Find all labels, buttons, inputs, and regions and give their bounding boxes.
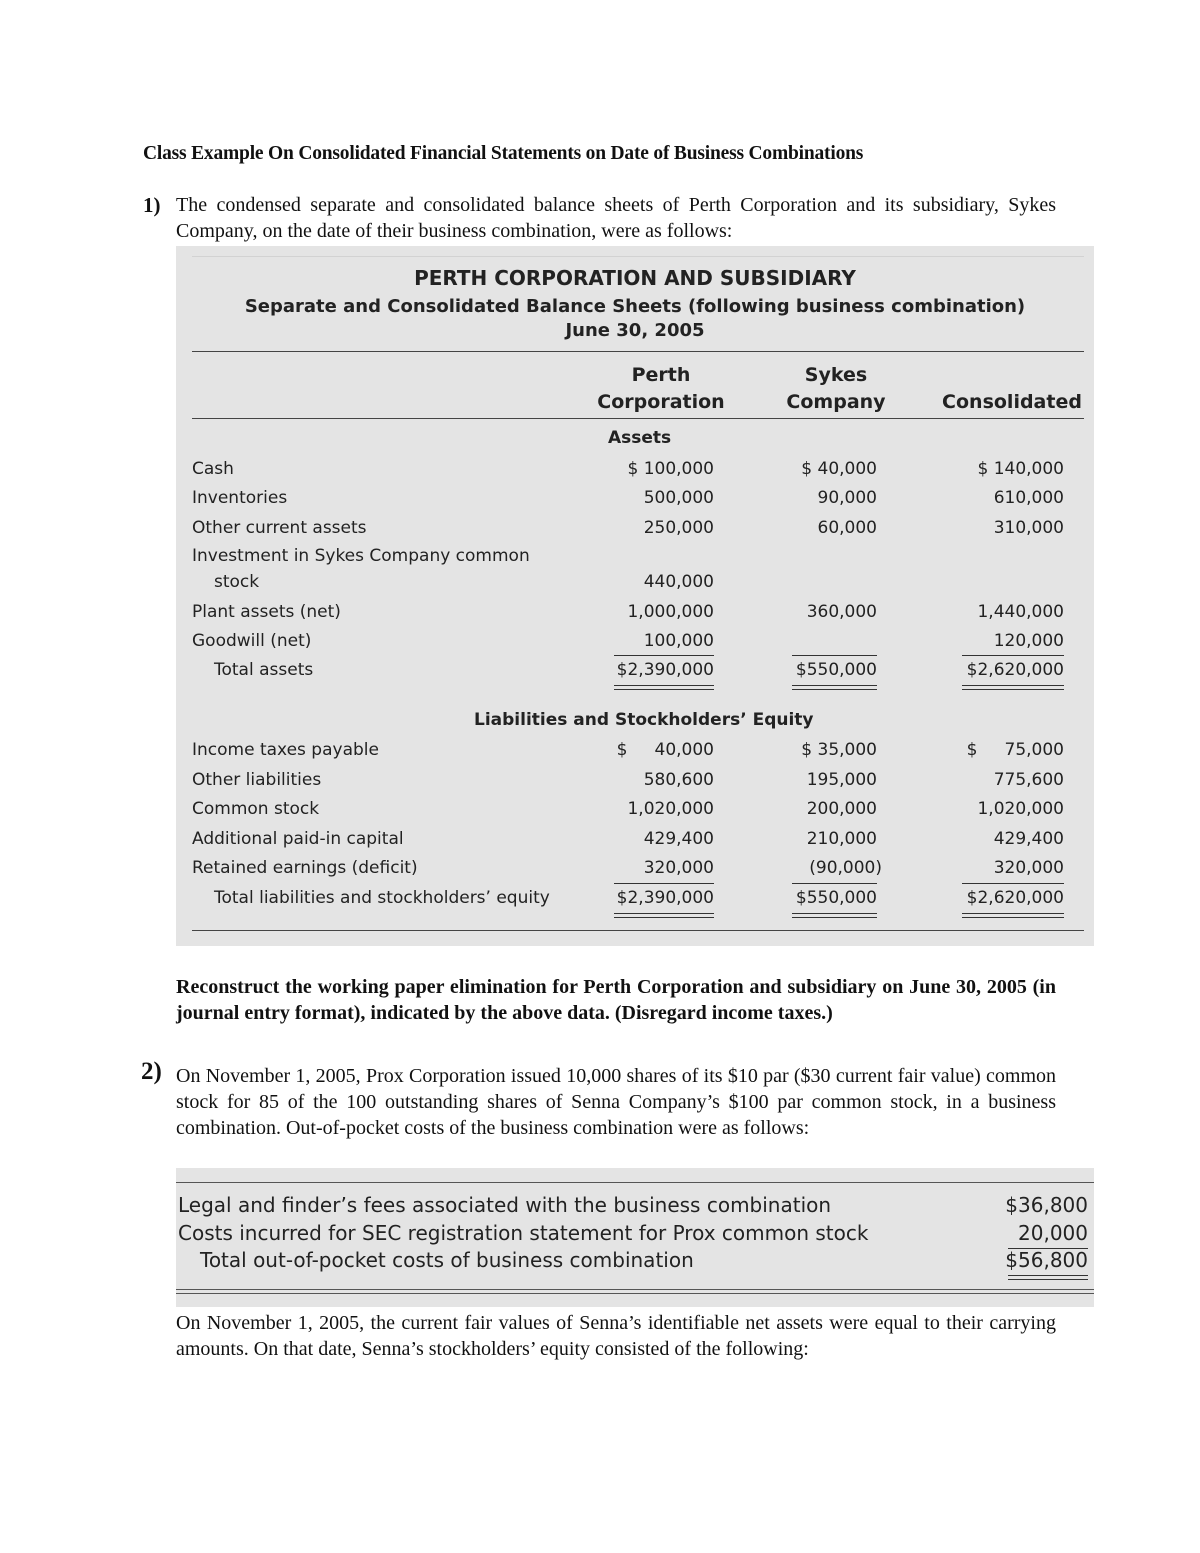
liability-perth-value: 429,400 [643,829,714,849]
asset-consolidated-value: 120,000 [993,631,1064,651]
liability-perth-value: $ 40,000 [616,740,714,760]
total-assets-label: Total assets [214,660,314,680]
closing-text: On November 1, 2005, the current fair values of Senna’s identifiable net assets were equal to their carrying amounts. On that date, Senna’s stockholders’ equity consisted of the following: [176,1312,1056,1360]
asset-label: Inventories [192,488,288,508]
asset-label-continued: stock [214,572,260,592]
total-double-rule [614,913,714,918]
cost-label: Costs incurred for SEC registration statement for Prox common stock [178,1221,869,1245]
column-header-consolidated: Consolidated [942,391,1082,413]
header-rule [192,351,1084,352]
cost-label: Legal and finder’s fees associated with the business combination [178,1193,832,1217]
total-assets-sykes: $550,000 [795,660,877,680]
statement-date: June 30, 2005 [565,320,705,341]
cost-total-amount: $56,800 [1005,1248,1088,1272]
liability-consolidated-value: 320,000 [993,858,1064,878]
asset-label: Goodwill (net) [192,631,312,651]
asset-perth-value: 100,000 [643,631,714,651]
asset-perth-value: 500,000 [643,488,714,508]
costs-top-rule [176,1182,1094,1183]
liability-sykes-value: (90,000) [809,858,882,878]
subtotal-rule [962,883,1064,884]
liabilities-heading: Liabilities and Stockholders’ Equity [474,710,814,730]
cost-total-label: Total out-of-pocket costs of business combination [200,1248,694,1272]
subtotal-rule [792,883,877,884]
balance-sheet-panel [176,246,1094,946]
cost-amount: 20,000 [1018,1221,1088,1245]
total-liabilities-consolidated: $2,620,000 [966,888,1064,908]
liability-consolidated-value: $ 75,000 [966,740,1064,760]
total-double-rule [962,913,1064,918]
asset-sykes-value: 60,000 [817,518,877,538]
liability-sykes-value: $ 35,000 [801,740,877,760]
liability-consolidated-value: 775,600 [993,770,1064,790]
column-header-perth: Perth Corporation [597,364,725,413]
question-1-text: The condensed separate and consolidated balance sheets of Perth Corporation and its subsidiary, Sykes Company, on the date of their business combination, were as follows: [176,194,1056,242]
total-liabilities-perth: $2,390,000 [616,888,714,908]
asset-label: Plant assets (net) [192,602,341,622]
costs-bottom-rule [176,1289,1094,1294]
liability-perth-value: 320,000 [643,858,714,878]
total-liabilities-sykes: $550,000 [795,888,877,908]
asset-perth-value: 250,000 [643,518,714,538]
asset-consolidated-value: $ 140,000 [977,459,1064,479]
statement-subheading: Separate and Consolidated Balance Sheets (following business combination) [244,296,1026,317]
asset-perth-value: 440,000 [643,572,714,592]
total-double-rule [792,685,877,690]
asset-perth-value: 1,000,000 [627,602,714,622]
liability-perth-value: 580,600 [643,770,714,790]
liability-sykes-value: 200,000 [806,799,877,819]
subtotal-rule [792,655,877,656]
asset-label: Other current assets [192,518,367,538]
total-liabilities-label: Total liabilities and stockholders’ equity [214,888,550,908]
asset-label: Investment in Sykes Company common [192,546,530,566]
instruction-text: Reconstruct the working paper elimination for Perth Corporation and subsidiary on June 30, 2005 (in journal entry format), indicated by the above data. (Disregard income taxes.) [176,976,1056,1024]
liability-sykes-value: 210,000 [806,829,877,849]
total-double-rule [962,685,1064,690]
liability-consolidated-value: 429,400 [993,829,1064,849]
subtotal-rule [614,883,714,884]
total-double-rule [614,685,714,690]
page-title: Class Example On Consolidated Financial Statements on Date of Business Combinations [143,143,864,164]
subtotal-rule [614,655,714,656]
total-double-rule [792,913,877,918]
costs-panel [176,1168,1094,1307]
total-assets-perth: $2,390,000 [616,660,714,680]
question-1-number: 1) [143,193,161,217]
liability-label: Common stock [192,799,320,819]
liability-sykes-value: 195,000 [806,770,877,790]
statement-heading: PERTH CORPORATION AND SUBSIDIARY [414,266,856,290]
liability-label: Retained earnings (deficit) [192,858,418,878]
cost-amount: $36,800 [1005,1193,1088,1217]
asset-sykes-value: 90,000 [817,488,877,508]
asset-sykes-value: $ 40,000 [801,459,877,479]
liability-label: Additional paid-in capital [192,829,404,849]
total-assets-consolidated: $2,620,000 [966,660,1064,680]
question-2-number: 2) [141,1058,162,1085]
liability-perth-value: 1,020,000 [627,799,714,819]
asset-consolidated-value: 310,000 [993,518,1064,538]
asset-sykes-value: 360,000 [806,602,877,622]
column-header-sykes: Sykes Company [786,364,886,413]
asset-perth-value: $ 100,000 [627,459,714,479]
asset-label: Cash [192,459,234,479]
liability-consolidated-value: 1,020,000 [977,799,1064,819]
subtotal-rule [962,655,1064,656]
asset-consolidated-value: 610,000 [993,488,1064,508]
question-2-text: On November 1, 2005, Prox Corporation issued 10,000 shares of its $10 par ($30 current fair value) common stock for 85 of the 100 outstanding shares of Senna Company’s $100 par common stock, in a business combination. Out-of-pocket costs of the business combination were as follows: [176,1065,1056,1139]
bottom-rule [192,930,1084,931]
cost-total-double-rule [1008,1275,1088,1280]
liability-label: Income taxes payable [192,740,379,760]
assets-heading: Assets [608,428,672,448]
top-rule [192,256,1084,257]
liability-label: Other liabilities [192,770,322,790]
column-header-rule [192,418,1084,419]
asset-consolidated-value: 1,440,000 [977,602,1064,622]
